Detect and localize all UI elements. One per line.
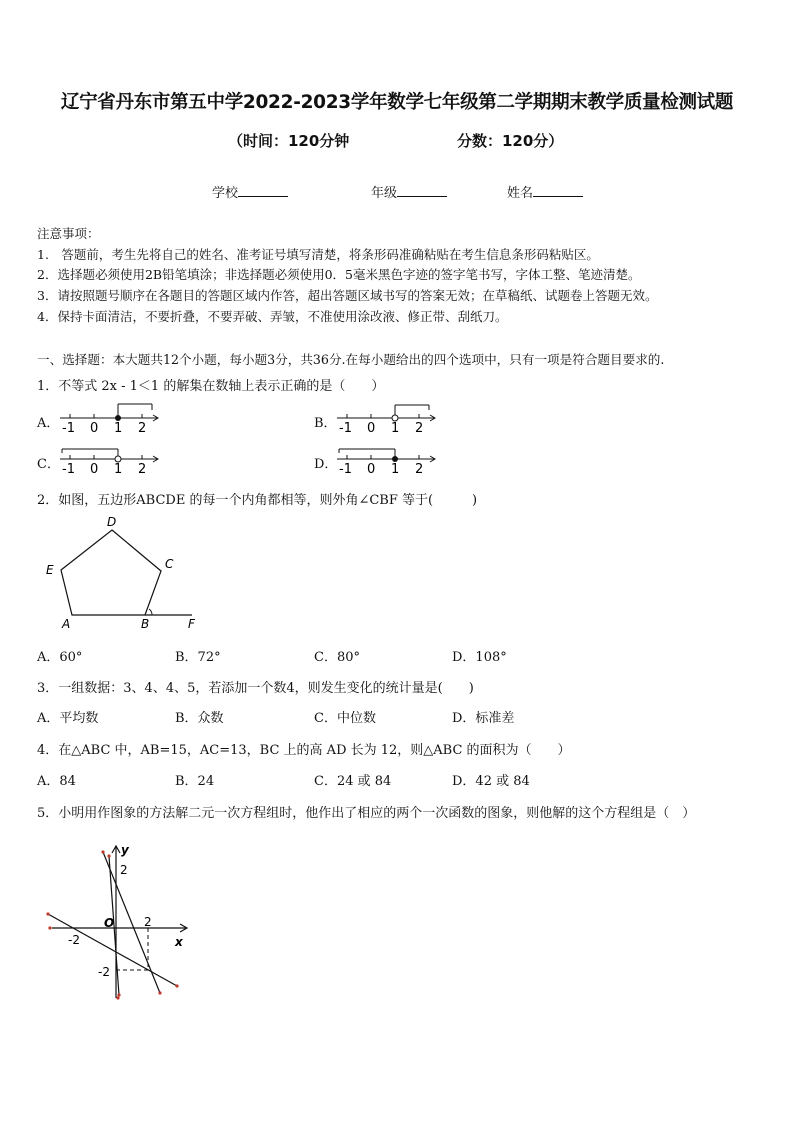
tick-label: 1 [391, 421, 400, 436]
vertex-label-e: E [46, 563, 54, 577]
tick-label: 1 [391, 462, 400, 477]
tick-label: -1 [62, 462, 75, 477]
pentagon-figure [40, 512, 210, 632]
tick-label: 2 [138, 462, 147, 477]
grade-label: 年级 [371, 186, 398, 201]
question-3-stem: 3．一组数据：3、4、4、5，若添加一个数4，则发生变化的统计量是( ) [37, 681, 474, 696]
vertex-label-c: C [165, 557, 174, 571]
question-2-stem: 2．如图，五边形ABCDE 的每一个内角都相等，则外角∠CBF 等于( ) [37, 493, 478, 508]
vertex-label-a: A [62, 617, 71, 631]
q3-option-a: A．平均数 [37, 711, 99, 726]
q4-option-a: A．84 [37, 774, 76, 789]
vertex-label-f: F [188, 617, 195, 631]
q1-number-line-d [335, 441, 445, 477]
tick-label: 0 [90, 421, 99, 436]
note-item: 2．选择题必须使用2B铅笔填涂；非选择题必须使用0．5毫米黑色字迹的签字笔书写，字体工整、笔迹清楚。 [37, 267, 641, 282]
tick-label: 2 [138, 421, 147, 436]
question-1-stem: 1．不等式 2x - 1＜1 的解集在数轴上表示正确的是（ ） [37, 379, 385, 394]
exam-score: 分数：120分） [457, 132, 564, 150]
section-heading: 一、选择题：本大题共12个小题，每小题3分，共36分.在每小题给出的四个选项中，只有一项是符合题目要求的. [37, 352, 665, 367]
tick-label: 0 [90, 462, 99, 477]
name-label: 姓名 [507, 186, 534, 201]
q1-option-d-label: D． [314, 457, 338, 472]
name-blank [533, 184, 583, 197]
vertex-label-d: D [107, 515, 117, 529]
q2-option-c: C．80° [314, 650, 360, 665]
q4-option-d: D．42 或 84 [452, 774, 530, 789]
q1-number-line-a [58, 400, 168, 436]
q3-option-b: B．众数 [175, 711, 224, 726]
q1-option-b-label: B． [314, 416, 337, 431]
x-tick-label: 2 [144, 915, 152, 929]
tick-label: 0 [367, 462, 376, 477]
name-field [507, 182, 583, 201]
question-5-stem: 5．小明用作图象的方法解二元一次方程组时，他作出了相应的两个一次函数的图象，则他解的这个方程组是（ ） [37, 806, 696, 821]
school-field [212, 182, 288, 201]
exam-time: （时间：120分钟 [228, 132, 350, 150]
origin-label: O [104, 916, 115, 930]
grade-field [371, 182, 447, 201]
q1-option-c-label: C． [37, 457, 60, 472]
question-4-stem: 4．在△ABC 中，AB=15，AC=13，BC 上的高 AD 长为 12，则△ABC 的面积为（ ） [37, 743, 571, 758]
q2-option-a: A．60° [37, 650, 83, 665]
q1-option-a-label: A． [37, 416, 60, 431]
tick-label: 1 [114, 421, 123, 436]
notes-heading: 注意事项： [37, 226, 100, 241]
tick-label: -1 [62, 421, 75, 436]
vertex-label-b: B [141, 617, 150, 631]
q2-option-d: D．108° [452, 650, 507, 665]
note-item: 1. 答题前，考生先将自己的姓名、准考证号填写清楚，将条形码准确粘贴在考生信息条形码粘贴区。 [37, 247, 599, 262]
tick-label: 0 [367, 421, 376, 436]
page-title: 辽宁省丹东市第五中学2022-2023学年数学七年级第二学期期末教学质量检测试题 [60, 92, 734, 113]
q4-option-b: B．24 [175, 774, 215, 789]
y-intercept-label: 2 [120, 863, 128, 877]
tick-label: -1 [339, 421, 352, 436]
note-item: 4．保持卡面清洁，不要折叠，不要弄破、弄皱，不准使用涂改液、修正带、刮纸刀。 [37, 309, 508, 324]
q4-option-c: C．24 或 84 [314, 774, 392, 789]
tick-label: 2 [415, 421, 424, 436]
note-item: 3．请按照题号顺序在各题目的答题区域内作答，超出答题区域书写的答案无效；在草稿纸、试题卷上答题无效。 [37, 288, 658, 303]
axis-label-y: y [121, 843, 129, 857]
school-blank [238, 184, 288, 197]
q3-option-c: C．中位数 [314, 711, 376, 726]
q3-option-d: D．标准差 [452, 711, 515, 726]
tick-label: -1 [339, 462, 352, 477]
q2-option-b: B．72° [175, 650, 221, 665]
q1-number-line-b [335, 400, 445, 436]
x-intercept-label: -2 [68, 933, 80, 947]
tick-label: 1 [114, 462, 123, 477]
y-tick-label: -2 [98, 965, 110, 979]
tick-label: 2 [415, 462, 424, 477]
school-label: 学校 [212, 186, 239, 201]
grade-blank [397, 184, 447, 197]
axis-label-x: x [175, 935, 183, 949]
q1-number-line-c [58, 441, 168, 477]
linear-functions-graph [40, 838, 200, 1003]
